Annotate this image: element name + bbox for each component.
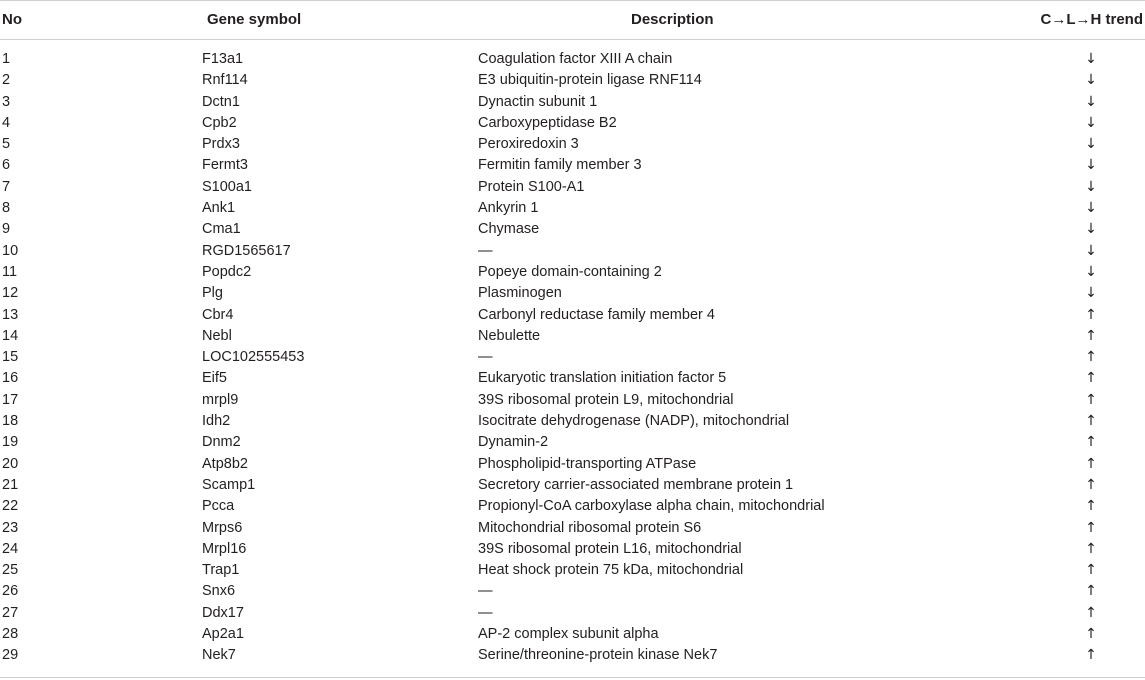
cell-trend: ↑ (1085, 327, 1097, 344)
cell-no: 16 (2, 370, 19, 387)
table-row (0, 518, 1145, 539)
cell-gene-symbol: Nebl (202, 327, 232, 344)
cell-gene-symbol: RGD1565617 (202, 242, 291, 259)
cell-trend: ↓ (1085, 178, 1097, 195)
cell-trend: ↑ (1085, 498, 1097, 515)
cell-description: Serine/threonine-protein kinase Nek7 (478, 647, 718, 664)
cell-description: Eukaryotic translation initiation factor 5 (478, 370, 727, 387)
header-no: No (2, 11, 22, 28)
table-row (0, 283, 1145, 304)
table-bottom-rule (0, 677, 1145, 678)
cell-description: Dynactin subunit 1 (478, 93, 598, 110)
cell-no: 23 (2, 519, 19, 536)
cell-trend: ↓ (1085, 242, 1097, 259)
cell-description: Heat shock protein 75 kDa, mitochondrial (478, 562, 744, 579)
cell-gene-symbol: Mrps6 (202, 519, 243, 536)
table-row (0, 70, 1145, 91)
cell-trend: ↑ (1085, 540, 1097, 557)
cell-description: Mitochondrial ribosomal protein S6 (478, 519, 702, 536)
cell-trend: ↑ (1085, 391, 1097, 408)
table-row (0, 219, 1145, 240)
cell-trend: ↑ (1085, 604, 1097, 621)
cell-no: 17 (2, 391, 19, 408)
table-row (0, 539, 1145, 560)
table-row (0, 241, 1145, 262)
cell-no: 15 (2, 349, 19, 366)
cell-gene-symbol: F13a1 (202, 51, 244, 67)
table-row (0, 326, 1145, 347)
cell-trend: ↓ (1085, 221, 1097, 238)
cell-trend: ↑ (1085, 434, 1097, 451)
header-trend: C→L→H trend (1040, 11, 1143, 28)
cell-no: 6 (2, 157, 11, 174)
cell-no: 1 (2, 51, 11, 67)
cell-trend: ↑ (1085, 370, 1097, 387)
cell-trend: ↓ (1085, 263, 1097, 280)
cell-no: 14 (2, 327, 19, 344)
cell-description: Carboxypeptidase B2 (478, 114, 617, 131)
cell-trend: ↑ (1085, 455, 1097, 472)
cell-no: 25 (2, 562, 19, 579)
cell-no: 19 (2, 434, 19, 451)
table-row (0, 134, 1145, 155)
cell-no: 11 (2, 263, 18, 280)
cell-no: 10 (2, 242, 19, 259)
table-row (0, 368, 1145, 389)
cell-description: Plasminogen (478, 285, 562, 302)
cell-description: 39S ribosomal protein L16, mitochondrial (478, 540, 742, 557)
cell-no: 29 (2, 647, 19, 664)
cell-gene-symbol: Scamp1 (202, 476, 256, 493)
table-row (0, 262, 1145, 283)
cell-description: Carbonyl reductase family member 4 (478, 306, 715, 323)
cell-gene-symbol: Ap2a1 (202, 626, 244, 643)
cell-no: 9 (2, 221, 11, 238)
cell-trend: ↓ (1085, 285, 1097, 302)
cell-trend: ↓ (1085, 51, 1097, 67)
cell-gene-symbol: Ddx17 (202, 604, 244, 621)
cell-no: 13 (2, 306, 19, 323)
cell-description: Dynamin-2 (478, 434, 549, 451)
cell-trend: ↑ (1085, 626, 1097, 643)
cell-description: Chymase (478, 221, 540, 238)
cell-trend: ↓ (1085, 72, 1097, 89)
header-description: Description (631, 11, 714, 28)
table-row (0, 305, 1145, 326)
cell-trend: ↑ (1085, 647, 1097, 664)
cell-trend: ↑ (1085, 476, 1097, 493)
cell-description: 39S ribosomal protein L9, mitochondrial (478, 391, 734, 408)
cell-description: — (478, 349, 493, 366)
cell-no: 2 (2, 72, 11, 89)
cell-description: Popeye domain-containing 2 (478, 263, 662, 280)
table-header-rule (0, 39, 1145, 40)
table-row (0, 177, 1145, 198)
cell-description: Ankyrin 1 (478, 200, 539, 217)
cell-gene-symbol: Atp8b2 (202, 455, 248, 472)
table-row (0, 603, 1145, 624)
table-row (0, 49, 1145, 70)
cell-description: Propionyl-CoA carboxylase alpha chain, mitochondrial (478, 498, 825, 515)
cell-description: Peroxiredoxin 3 (478, 136, 579, 153)
cell-description: Nebulette (478, 327, 541, 344)
table-row (0, 411, 1145, 432)
cell-description: — (478, 242, 493, 259)
header-gene-symbol: Gene symbol (207, 11, 302, 28)
cell-trend: ↑ (1085, 349, 1097, 366)
cell-no: 7 (2, 178, 11, 195)
table-row (0, 560, 1145, 581)
cell-no: 20 (2, 455, 19, 472)
cell-trend: ↓ (1085, 157, 1097, 174)
cell-gene-symbol: Trap1 (202, 562, 240, 579)
cell-description: — (478, 583, 493, 600)
cell-no: 5 (2, 136, 11, 153)
cell-no: 28 (2, 626, 19, 643)
cell-no: 22 (2, 498, 19, 515)
cell-trend: ↓ (1085, 93, 1097, 110)
cell-gene-symbol: Dnm2 (202, 434, 241, 451)
table-body (0, 49, 1145, 667)
cell-trend: ↑ (1085, 306, 1097, 323)
cell-gene-symbol: Plg (202, 285, 223, 302)
table-row (0, 92, 1145, 113)
cell-gene-symbol: Cpb2 (202, 114, 237, 131)
cell-gene-symbol: Nek7 (202, 647, 236, 664)
table-row (0, 347, 1145, 368)
cell-gene-symbol: Fermt3 (202, 157, 248, 174)
cell-gene-symbol: Cma1 (202, 221, 241, 238)
cell-trend: ↑ (1085, 583, 1097, 600)
cell-gene-symbol: Popdc2 (202, 263, 252, 280)
cell-gene-symbol: mrpl9 (202, 391, 239, 408)
table-row (0, 113, 1145, 134)
cell-no: 18 (2, 413, 19, 430)
cell-gene-symbol: Snx6 (202, 583, 236, 600)
cell-no: 21 (2, 476, 19, 493)
cell-gene-symbol: Dctn1 (202, 93, 240, 110)
cell-no: 24 (2, 540, 19, 557)
cell-gene-symbol: Prdx3 (202, 136, 240, 153)
cell-description: Fermitin family member 3 (478, 157, 642, 174)
table-header-row (0, 0, 1145, 39)
table-row (0, 198, 1145, 219)
cell-no: 4 (2, 114, 11, 131)
cell-description: Isocitrate dehydrogenase (NADP), mitochondrial (478, 413, 790, 430)
table-row (0, 454, 1145, 475)
cell-trend: ↓ (1085, 200, 1097, 217)
cell-trend: ↑ (1085, 413, 1097, 430)
cell-gene-symbol: Pcca (202, 498, 235, 515)
cell-description: E3 ubiquitin-protein ligase RNF114 (478, 72, 702, 89)
cell-gene-symbol: Mrpl16 (202, 540, 247, 557)
cell-no: 26 (2, 583, 19, 600)
cell-no: 12 (2, 285, 19, 302)
cell-gene-symbol: Eif5 (202, 370, 227, 387)
table-row (0, 645, 1145, 666)
cell-trend: ↑ (1085, 519, 1097, 536)
cell-description: Phospholipid-transporting ATPase (478, 455, 697, 472)
cell-no: 3 (2, 93, 11, 110)
cell-gene-symbol: Rnf114 (202, 72, 248, 89)
table-row (0, 496, 1145, 517)
table-row (0, 624, 1145, 645)
table-row (0, 390, 1145, 411)
table-row (0, 475, 1145, 496)
cell-description: — (478, 604, 493, 621)
cell-trend: ↑ (1085, 562, 1097, 579)
cell-gene-symbol: S100a1 (202, 178, 252, 195)
cell-gene-symbol: LOC102555453 (202, 349, 305, 366)
cell-description: Protein S100-A1 (478, 178, 585, 195)
cell-no: 8 (2, 200, 11, 217)
cell-description: Coagulation factor XIII A chain (478, 51, 673, 67)
cell-trend: ↓ (1085, 136, 1097, 153)
cell-gene-symbol: Idh2 (202, 413, 231, 430)
table-row (0, 432, 1145, 453)
cell-description: AP-2 complex subunit alpha (478, 626, 659, 643)
cell-no: 27 (2, 604, 19, 621)
cell-gene-symbol: Ank1 (202, 200, 236, 217)
cell-gene-symbol: Cbr4 (202, 306, 234, 323)
cell-description: Secretory carrier-associated membrane protein 1 (478, 476, 794, 493)
table-row (0, 155, 1145, 176)
table-row (0, 581, 1145, 602)
cell-trend: ↓ (1085, 114, 1097, 131)
